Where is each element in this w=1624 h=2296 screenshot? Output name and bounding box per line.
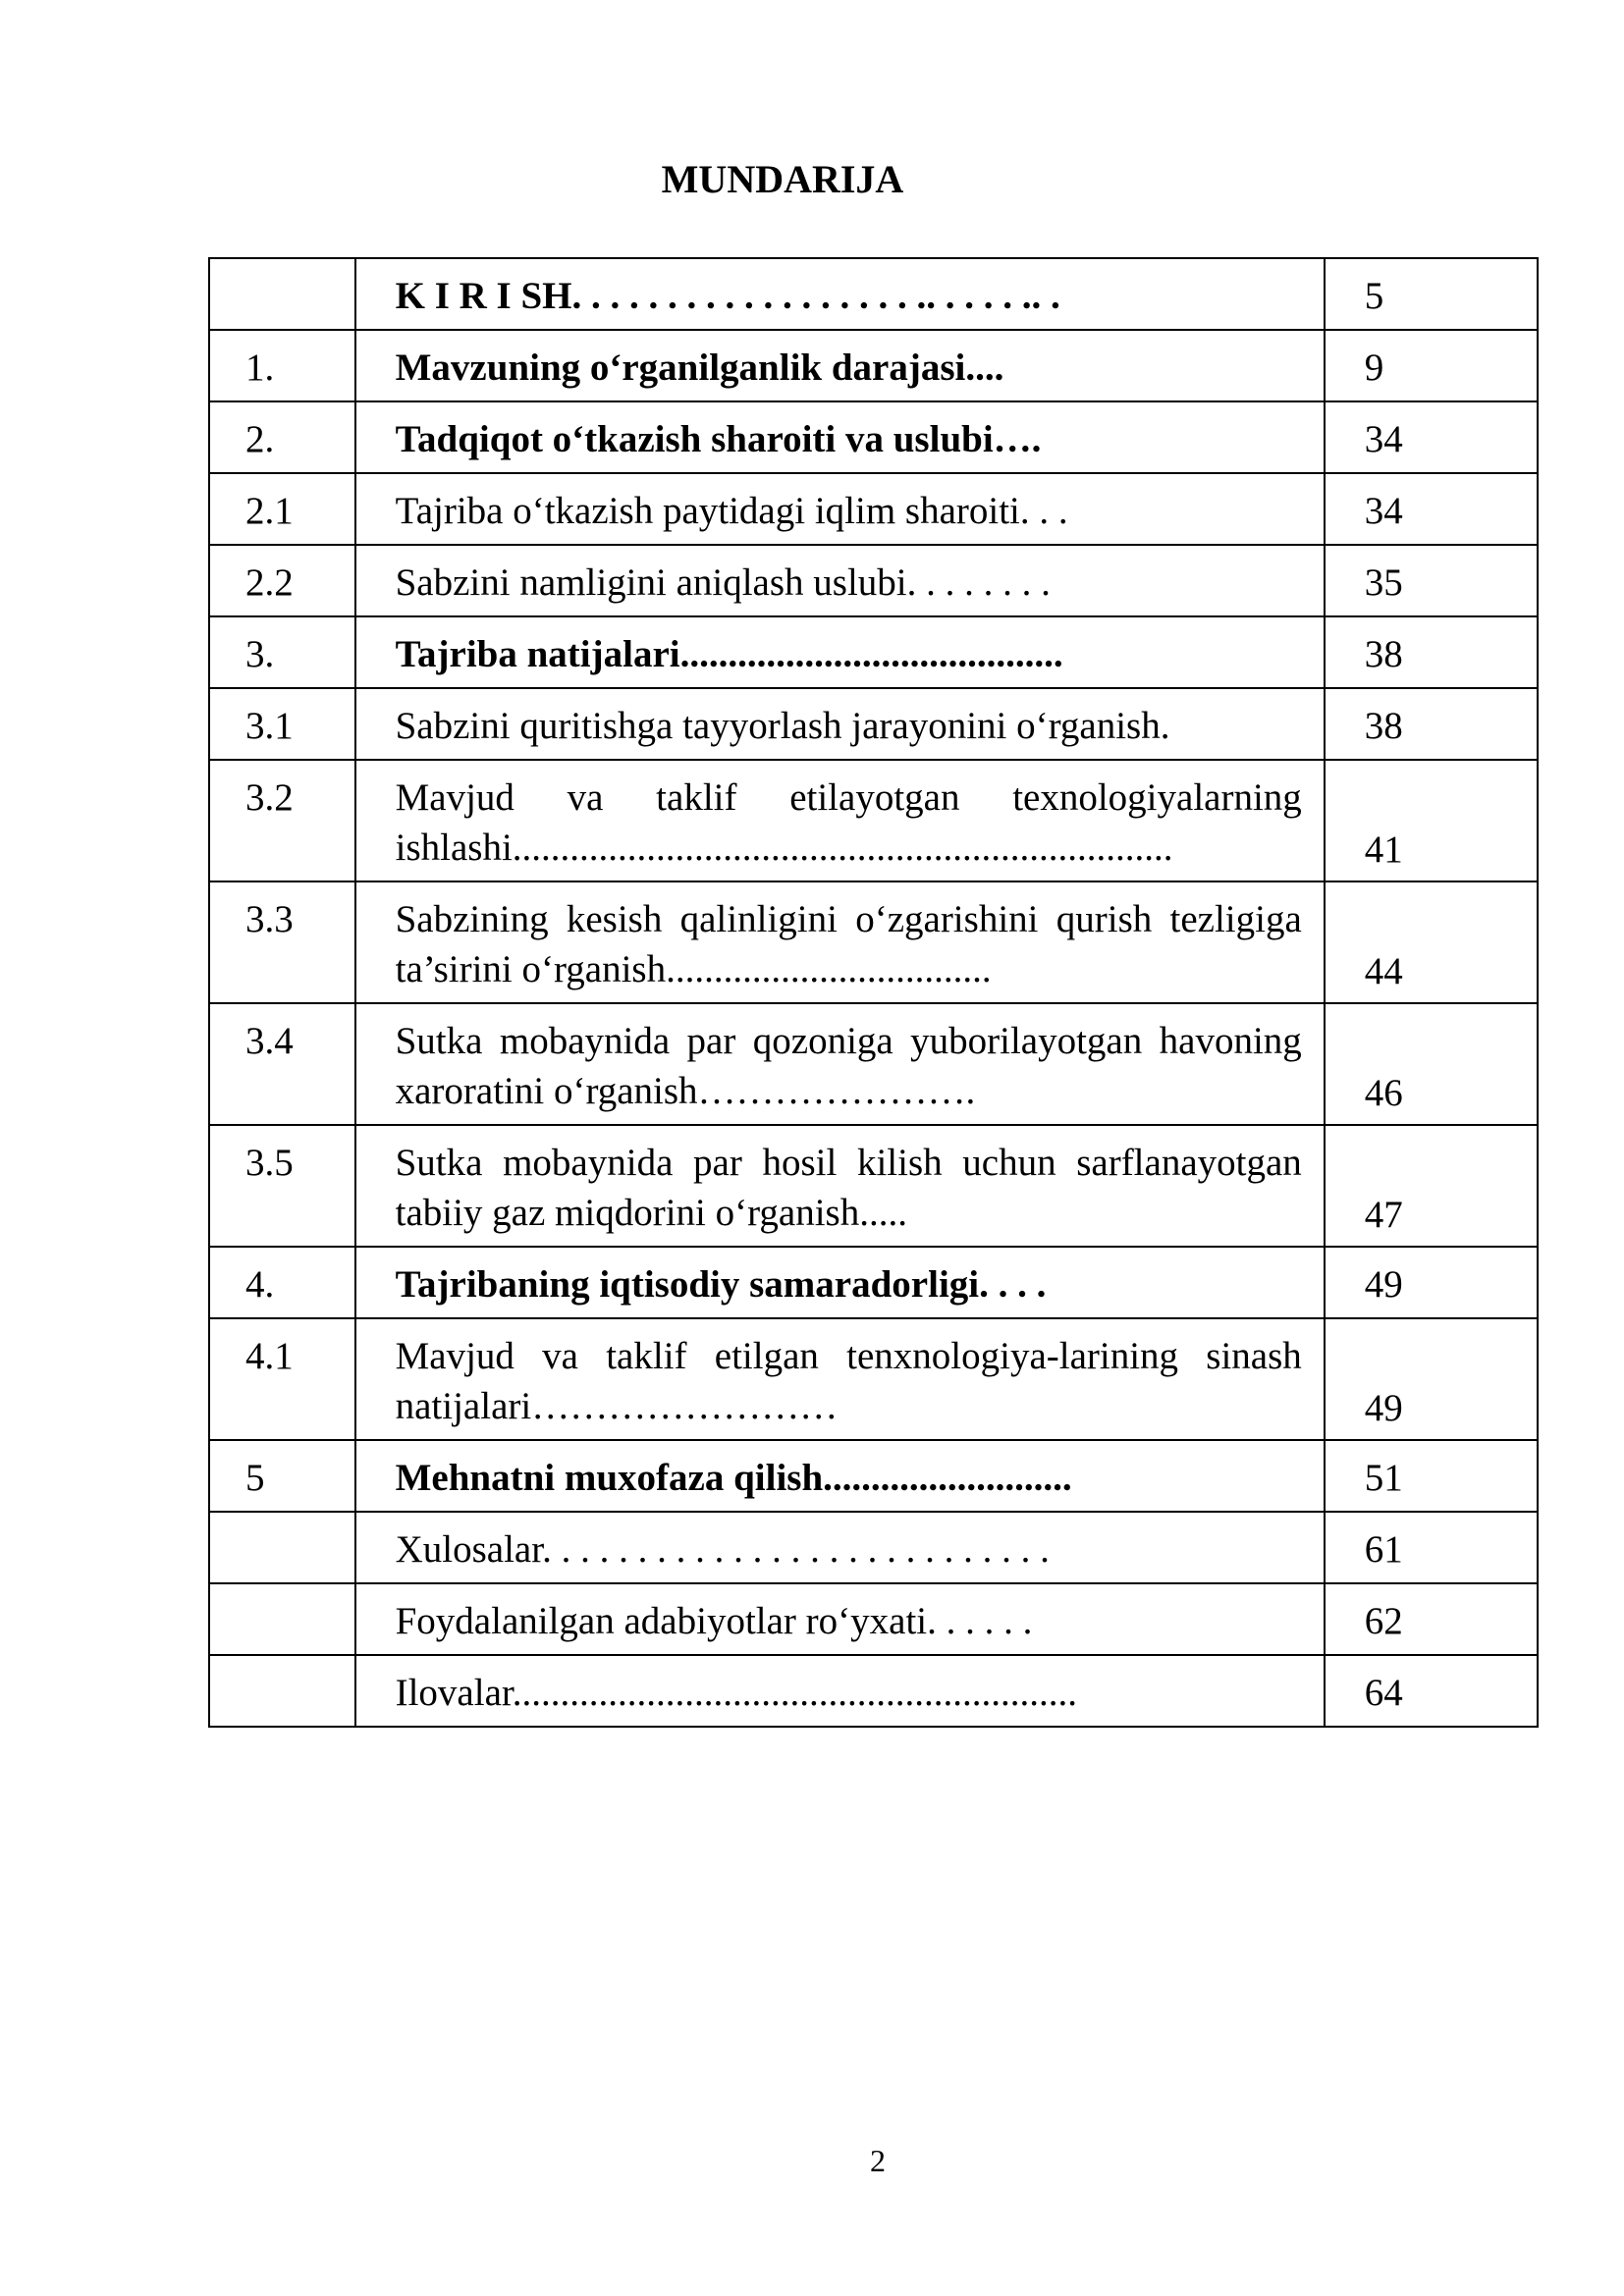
table-row: [209, 473, 1538, 545]
table-row: [209, 616, 1538, 688]
table-row: [209, 688, 1538, 760]
section-number: 4.: [209, 1247, 355, 1318]
section-page: 44: [1325, 881, 1538, 1003]
table-row: [209, 258, 1538, 330]
table-row: [209, 1512, 1538, 1583]
section-page: 38: [1325, 616, 1538, 688]
section-number: [209, 258, 355, 330]
section-title: Ilovalar...........................................................: [355, 1655, 1325, 1727]
page-number: 2: [870, 2143, 886, 2178]
table-row: [209, 1125, 1538, 1247]
table-row: [209, 1655, 1538, 1727]
section-title: Foydalanilgan adabiyotlar ro‘yxati. . . . . .: [355, 1583, 1325, 1655]
table-row: [209, 760, 1538, 881]
table-row: [209, 1440, 1538, 1512]
section-page: 38: [1325, 688, 1538, 760]
table-row: [209, 401, 1538, 473]
section-page: 64: [1325, 1655, 1538, 1727]
section-page: 61: [1325, 1512, 1538, 1583]
section-page: 51: [1325, 1440, 1538, 1512]
section-title: Mavzuning o‘rganilganlik darajasi....: [355, 330, 1325, 401]
section-title: Tajriba o‘tkazish paytidagi iqlim sharoiti. . .: [355, 473, 1325, 545]
section-page: 41: [1325, 760, 1538, 881]
table-row: [209, 330, 1538, 401]
section-number: 3.2: [209, 760, 355, 881]
section-title: Sutka mobaynida par hosil kilish uchun sarflanayotgan tabiiy gaz miqdorini o‘rganish.....: [355, 1125, 1325, 1247]
table-row: [209, 1247, 1538, 1318]
section-title: Sabzini namligini aniqlash uslubi. . . . . . . .: [355, 545, 1325, 616]
section-number: 3.3: [209, 881, 355, 1003]
page-title: MUNDARIJA: [661, 157, 904, 201]
table-row: [209, 1003, 1538, 1125]
section-number: [209, 1655, 355, 1727]
section-number: 3.: [209, 616, 355, 688]
table-of-contents: [208, 257, 1539, 1728]
section-number: 2.2: [209, 545, 355, 616]
section-number: 2.: [209, 401, 355, 473]
section-number: 4.1: [209, 1318, 355, 1440]
table-row: [209, 545, 1538, 616]
section-number: [209, 1512, 355, 1583]
section-title: Sutka mobaynida par qozoniga yuborilayotgan havoning xaroratini o‘rganish………………….: [355, 1003, 1325, 1125]
table-row: [209, 1583, 1538, 1655]
section-title: Sabzining kesish qalinligini o‘zgarishini qurish tezligiga ta’sirini o‘rganish..................................: [355, 881, 1325, 1003]
section-title: Mavjud va taklif etilgan tenxnologiya-larining sinash natijalari……………………: [355, 1318, 1325, 1440]
section-title: Xulosalar. . . . . . . . . . . . . . . . . . . . . . . . . . .: [355, 1512, 1325, 1583]
section-page: 9: [1325, 330, 1538, 401]
table-row: [209, 881, 1538, 1003]
section-page: 62: [1325, 1583, 1538, 1655]
section-title: Mehnatni muxofaza qilish..........................: [355, 1440, 1325, 1512]
section-title: Mavjud va taklif etilayotgan texnologiyalarning ishlashi.....................................................................: [355, 760, 1325, 881]
section-page: 46: [1325, 1003, 1538, 1125]
section-page: 49: [1325, 1247, 1538, 1318]
section-number: [209, 1583, 355, 1655]
section-page: 49: [1325, 1318, 1538, 1440]
section-number: 5: [209, 1440, 355, 1512]
section-page: 35: [1325, 545, 1538, 616]
section-number: 3.1: [209, 688, 355, 760]
section-title: Tajribaning iqtisodiy samaradorligi. . . .: [355, 1247, 1325, 1318]
section-page: 34: [1325, 401, 1538, 473]
section-page: 47: [1325, 1125, 1538, 1247]
section-page: 5: [1325, 258, 1538, 330]
section-number: 2.1: [209, 473, 355, 545]
section-title: K I R I SH. . . . . . . . . . . . . . . . . . .. . . . . .. .: [355, 258, 1325, 330]
section-number: 3.4: [209, 1003, 355, 1125]
section-title: Tajriba natijalari........................................: [355, 616, 1325, 688]
section-title: Tadqiqot o‘tkazish sharoiti va uslubi….: [355, 401, 1325, 473]
section-number: 3.5: [209, 1125, 355, 1247]
section-title: Sabzini quritishga tayyorlash jarayonini o‘rganish.: [355, 688, 1325, 760]
table-row: [209, 1318, 1538, 1440]
section-page: 34: [1325, 473, 1538, 545]
section-number: 1.: [209, 330, 355, 401]
